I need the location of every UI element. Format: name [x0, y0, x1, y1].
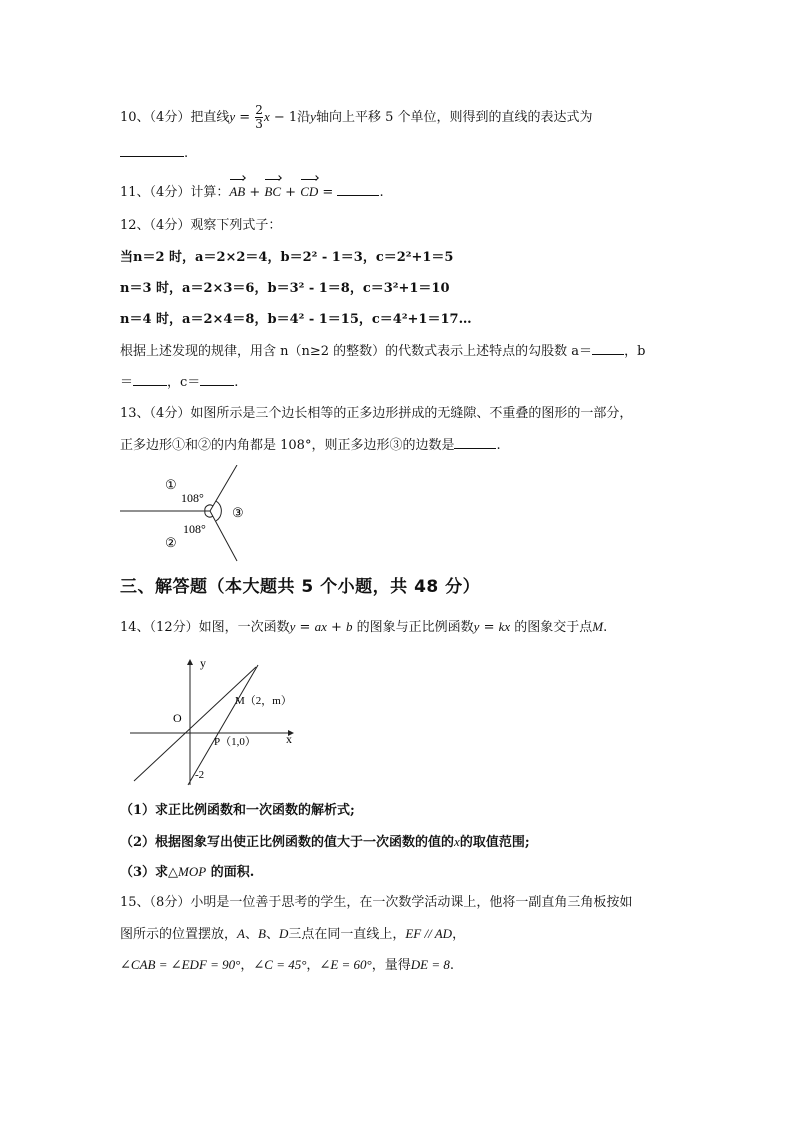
q12-blank-c[interactable]: [200, 373, 234, 386]
q11-pre: 计算：: [190, 185, 230, 200]
q12-ask: 根据上述发现的规律，用含 n（n≥2 的整数）的代数式表示上述特点的勾股数 a＝: [120, 344, 593, 359]
q14-label-neg2: -2: [195, 769, 205, 781]
q13-label-1: ①: [165, 477, 177, 492]
q14-sub3-a: （3）求: [120, 865, 169, 880]
q10-answer-blank[interactable]: [120, 144, 184, 157]
q12-intro-text: 观察下列式子：: [190, 218, 282, 233]
q14-line-linear: [188, 665, 258, 785]
q14-M: M: [592, 619, 604, 634]
q10-fraction-num: 2: [255, 103, 263, 117]
q13-number: 13、（4分）: [120, 406, 191, 421]
q14-number: 14、（12分）: [120, 620, 199, 635]
q15-B: B: [257, 926, 266, 941]
q10-fraction: [255, 104, 263, 131]
q15-angle-cab: ∠CAB = ∠EDF = 90°: [120, 957, 241, 972]
q14-sub3-b: 的面积.: [206, 865, 255, 880]
q13-text2: 正多边形①和②的内角都是 108°，则正多边形③的边数是: [120, 438, 455, 453]
q14-label-y: y: [200, 656, 206, 670]
q15-sep4: ，: [306, 958, 320, 973]
q14-sub2-x: x: [454, 834, 460, 849]
q14-sub2-a: （2）根据图象写出使正比例函数的值大于一次函数的值的: [120, 835, 455, 850]
q14-sub1: （1）求正比例函数和一次函数的解析式;: [120, 803, 355, 818]
q14-sub3-tri: △: [168, 865, 179, 880]
q12-c: ，c＝: [167, 375, 201, 390]
q14-pre: 如图，一次函数: [198, 620, 290, 635]
q14-end: .: [603, 620, 608, 635]
q10-text-pre: 把直线: [190, 110, 230, 125]
q14-label-P: P（1,0）: [214, 736, 256, 748]
q14-post: 的图象交于点: [510, 620, 593, 635]
q10-end: .: [184, 146, 189, 161]
q13-label-angle1: 108°: [181, 491, 204, 505]
q14-line: [120, 617, 607, 638]
q15-sep1: 、: [244, 927, 258, 942]
q11-vec-bc: BC: [264, 182, 281, 202]
q10-line2: [120, 144, 188, 164]
q10-yaxis: y: [310, 109, 316, 124]
q12-question2: [120, 373, 238, 393]
q13-end: .: [496, 438, 501, 453]
q15-de: DE = 8: [410, 957, 450, 972]
q11-line: [120, 182, 384, 203]
section3-heading: 三、解答题（本大题共 5 个小题，共 48 分）: [120, 577, 481, 597]
q15-line1: [120, 893, 632, 913]
q12-intro: [120, 216, 281, 236]
q14-line-proportional: [134, 667, 256, 781]
q14-graph: [128, 655, 318, 790]
q11-number: 11、（4分）: [120, 185, 191, 200]
q13-figure: [115, 465, 275, 570]
q12-line3: n＝4 时，a＝2×4＝8，b＝4² - 1＝15，c＝4²+1＝17…: [120, 312, 472, 327]
q12-end: .: [234, 375, 239, 390]
q12-number: 12、（4分）: [120, 218, 191, 233]
q13-angle-arc: [216, 501, 221, 521]
q15-angle-c: ∠C = 45°: [253, 957, 307, 972]
q15-text3f: ，量得: [371, 958, 411, 973]
q15-sep3: ，: [240, 958, 254, 973]
q14-label-origin: O: [173, 711, 182, 725]
q13-label-3: ③: [232, 505, 244, 520]
q12-eq: ＝: [120, 375, 134, 390]
q11-eq: =: [318, 185, 338, 200]
q13-label-2: ②: [165, 535, 177, 550]
q15-text2b: 三点在同一直线上，: [288, 927, 406, 942]
q15-text1: 小明是一位善于思考的学生，在一次数学活动课上，他将一副直角三角板按如: [190, 895, 633, 910]
q15-number: 15、（8分）: [120, 895, 191, 910]
q10-line1: [120, 104, 593, 131]
q15-line2: [120, 924, 465, 945]
q14-label-x: x: [286, 732, 292, 746]
q12-line1: 当n＝2 时，a＝2×2＝4，b＝2² - 1＝3，c＝2²+1＝5: [120, 250, 454, 265]
q14-sub3-mop: MOP: [178, 864, 207, 879]
q15-text2c: ，: [452, 927, 466, 942]
q13-answer-blank[interactable]: [454, 436, 496, 449]
q15-angle-e: ∠E = 60°: [319, 957, 372, 972]
q15-sep2: 、: [265, 927, 279, 942]
q14-y1: y: [289, 619, 296, 634]
q10-fraction-den: 3: [255, 117, 263, 131]
q11-plus1: +: [245, 185, 265, 200]
q14-b: b: [346, 619, 353, 634]
q10-number: 10、（4分）: [120, 110, 191, 125]
q14-plus: +: [326, 620, 347, 635]
q10-x: x: [263, 109, 270, 124]
q10-text-post2: 轴向上平移 5 个单位，则得到的直线的表达式为: [315, 110, 593, 125]
q11-vec-ab: AB: [229, 182, 245, 202]
q14-label-M: M（2，m）: [235, 695, 292, 707]
q15-A: A: [237, 926, 245, 941]
q15-parallel: EF // AD: [405, 926, 453, 941]
q11-plus2: +: [281, 185, 301, 200]
q14-ax: ax: [314, 619, 327, 634]
q15-line3: [120, 955, 454, 976]
q14-sub2: [120, 832, 530, 853]
q11-end: .: [379, 185, 384, 200]
q12-ask-b: ，b: [624, 344, 646, 359]
q12-blank-b[interactable]: [133, 373, 167, 386]
q14-mid: 的图象与正比例函数: [352, 620, 474, 635]
q11-answer-blank[interactable]: [337, 183, 379, 196]
q12-line2: n＝3 时，a＝2×3＝6，b＝3² - 1＝8，c＝3²+1＝10: [120, 281, 450, 296]
q11-vec-cd: CD: [300, 182, 318, 202]
q10-text-post: 沿: [297, 110, 311, 125]
q14-eq2: =: [479, 620, 499, 635]
q13-line2: [120, 436, 501, 456]
q15-D: D: [278, 926, 289, 941]
q14-sub2-b: 的取值范围;: [459, 835, 530, 850]
q10-y: y: [229, 109, 236, 124]
q10-tail: − 1: [269, 110, 298, 125]
q12-blank-a[interactable]: [592, 342, 624, 355]
q12-question: [120, 342, 645, 362]
q14-kx: kx: [498, 619, 511, 634]
q13-text1: 如图所示是三个边长相等的正多边形拼成的无缝隙、不重叠的图形的一部分，: [190, 406, 633, 421]
q14-y2: y: [473, 619, 480, 634]
q13-line1: [120, 404, 632, 424]
q15-text2a: 图所示的位置摆放，: [120, 927, 238, 942]
q14-sub3: [120, 862, 254, 883]
q13-label-angle2: 108°: [183, 522, 206, 536]
q14-eq1: =: [295, 620, 315, 635]
q15-end: .: [449, 958, 455, 973]
q10-eq: =: [235, 110, 255, 125]
